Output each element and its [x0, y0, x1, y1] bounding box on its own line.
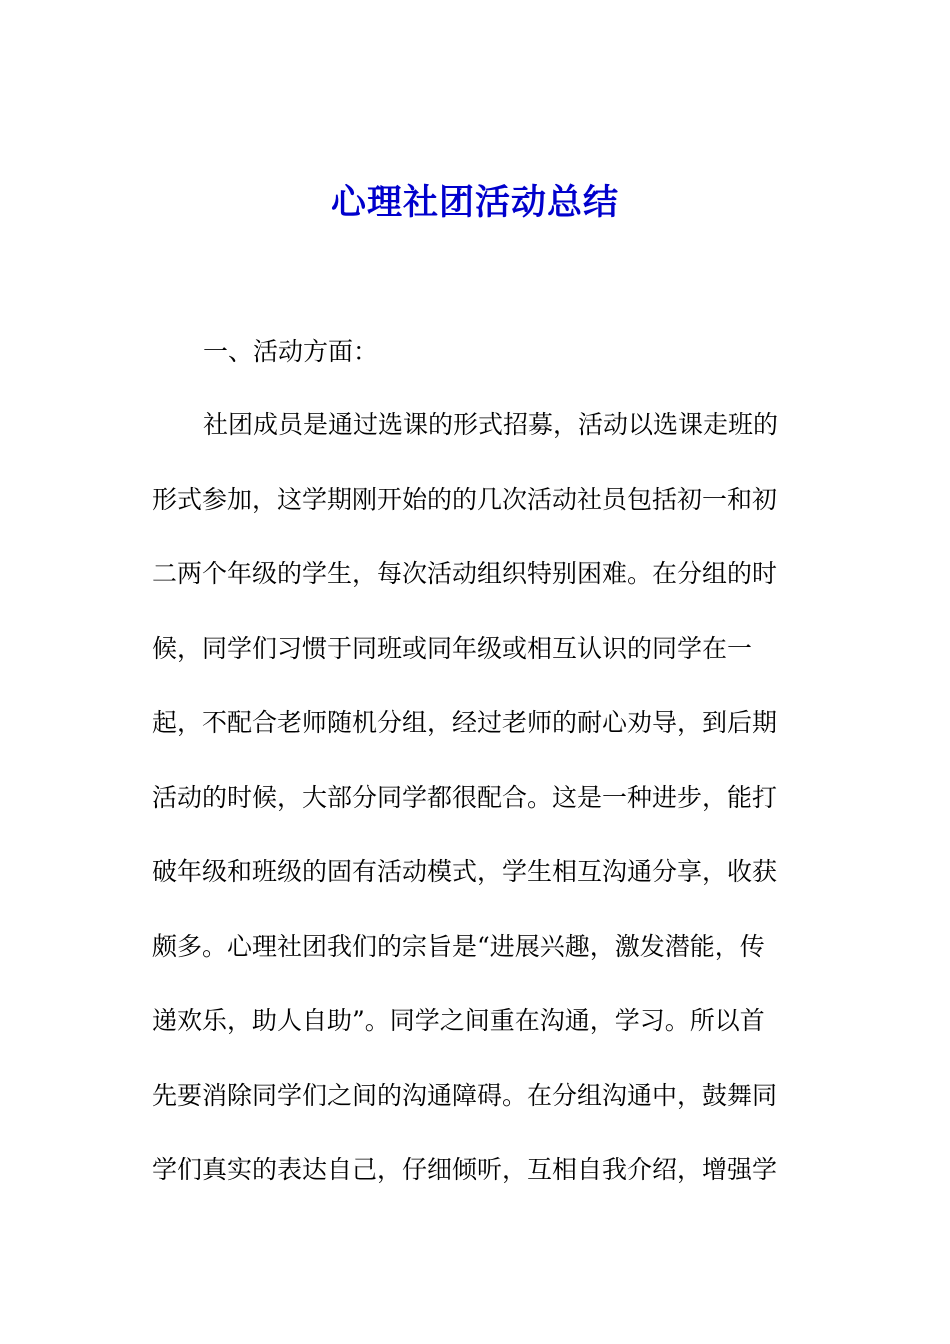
paragraph-line: 递欢乐，助人自助”。同学之间重在沟通，学习。所以首 — [152, 1006, 765, 1035]
paragraph-line: 起，不配合老师随机分组，经过老师的耐心劝导，到后期 — [152, 708, 778, 737]
paragraph-line: 颇多。心理社团我们的宗旨是“进展兴趣，激发潜能，传 — [152, 932, 765, 961]
document-title: 心理社团活动总结 — [330, 182, 619, 223]
paragraph-line: 社团成员是通过选课的形式招募，活动以选课走班的 — [203, 410, 779, 439]
section-heading: 一、活动方面： — [203, 337, 379, 366]
paragraph-line: 二两个年级的学生，每次活动组织特别困难。在分组的时 — [152, 559, 778, 588]
paragraph-line: 先要消除同学们之间的沟通障碍。在分组沟通中，鼓舞同 — [152, 1081, 778, 1110]
paragraph-line: 学们真实的表达自己，仔细倾听，互相自我介绍，增强学 — [152, 1155, 778, 1184]
paragraph-line: 活动的时候，大部分同学都很配合。这是一种进步，能打 — [152, 783, 778, 812]
paragraph-line: 破年级和班级的固有活动模式，学生相互沟通分享，收获 — [152, 857, 778, 886]
paragraph-line: 形式参加，这学期刚开始的的几次活动社员包括初一和初 — [152, 485, 778, 514]
paragraph-line: 候，同学们习惯于同班或同年级或相互认识的同学在一 — [152, 634, 753, 663]
